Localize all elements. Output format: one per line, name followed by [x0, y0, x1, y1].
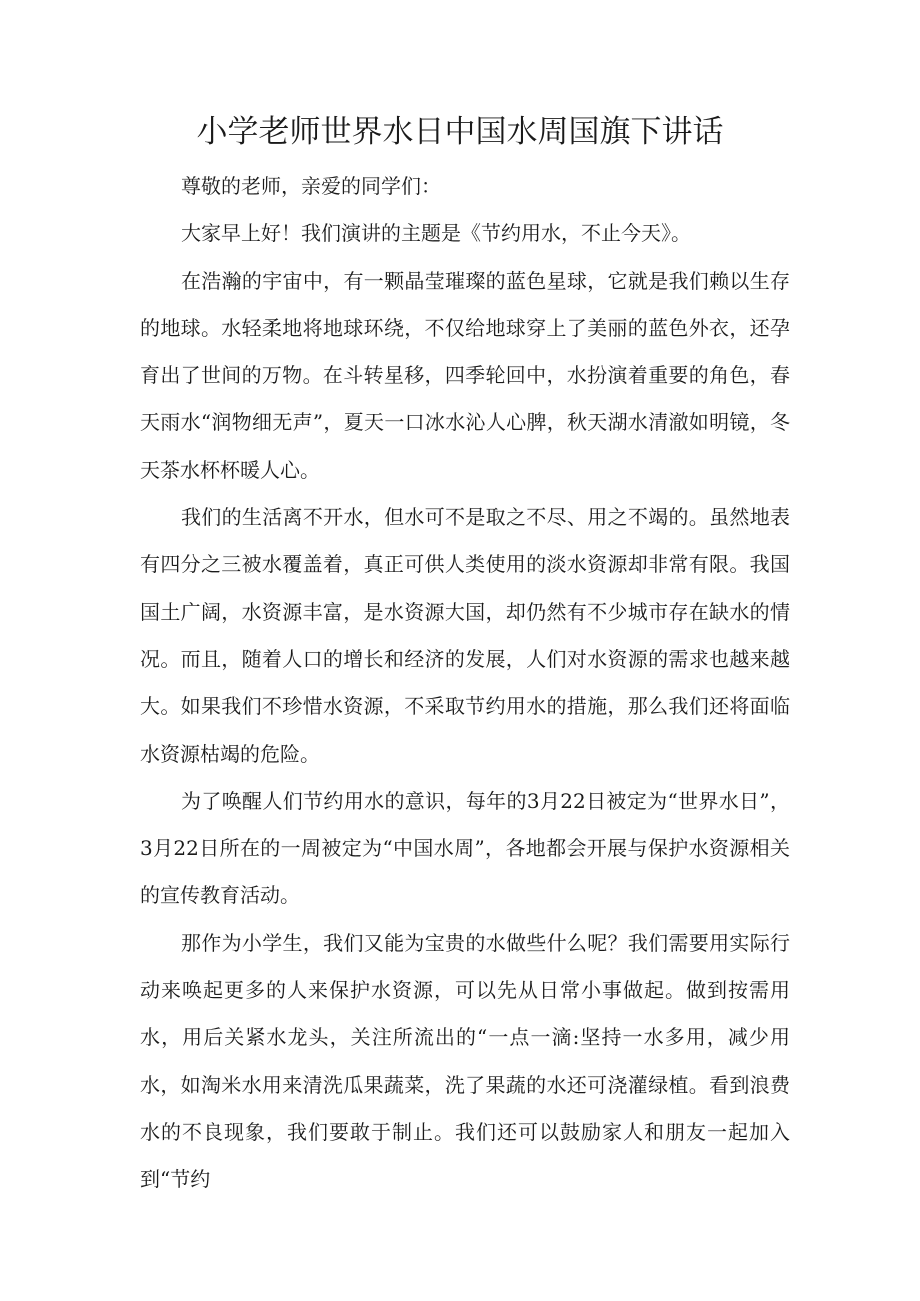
paragraph-actions: 那作为小学生，我们又能为宝贵的水做些什么呢？我们需要用实际行动来唤起更多的人来保护水资源，可以先从日常小事做起。做到按需用水，用后关紧水龙头，关注所流出的“一点一滴:坚持一水多用，减少用水，如淘米水用来清洗瓜果蔬菜，洗了果蔬的水还可浇灌绿植。看到浪费水的不良现象，我们要敢于制止。我们还可以鼓励家人和朋友一起加入到“节约	[140, 930, 790, 1192]
paragraph-greeting: 大家早上好！我们演讲的主题是《节约用水，不止今天》。	[181, 221, 691, 246]
document-body	[140, 163, 790, 1204]
paragraph-earth: 在浩瀚的宇宙中，有一颗晶莹璀璨的蓝色星球，它就是我们赖以生存的地球。水轻柔地将地球环绕，不仅给地球穿上了美丽的蓝色外衣，还孕育出了世间的万物。在斗转星移，四季轮回中，水扮演着重要的角色，春天雨水“润物细无声”，夏天一口冰水沁人心脾，秋天湖水清澈如明镜，冬天茶水杯杯暖人心。	[140, 268, 790, 482]
paragraph-water-scarcity: 我们的生活离不开水，但水可不是取之不尽、用之不竭的。虽然地表有四分之三被水覆盖着，真正可供人类使用的淡水资源却非常有限。我国国土广阔，水资源丰富，是水资源大国，却仍然有不少城市存在缺水的情况。而且，随着人口的增长和经济的发展，人们对水资源的需求也越来越大。如果我们不珍惜水资源，不采取节约用水的措施，那么我们还将面临水资源枯竭的危险。	[140, 505, 790, 766]
paragraph-water-day: 为了唤醒人们节约用水的意识，每年的3月22日被定为“世界水日”，3月22日所在的一周被定为“中国水周”，各地都会开展与保护水资源相关的宣传教育活动。	[140, 788, 790, 908]
paragraph-salutation: 尊敬的老师，亲爱的同学们：	[181, 174, 441, 198]
document-title: 小学老师世界水日中国水周国旗下讲话	[196, 114, 724, 150]
